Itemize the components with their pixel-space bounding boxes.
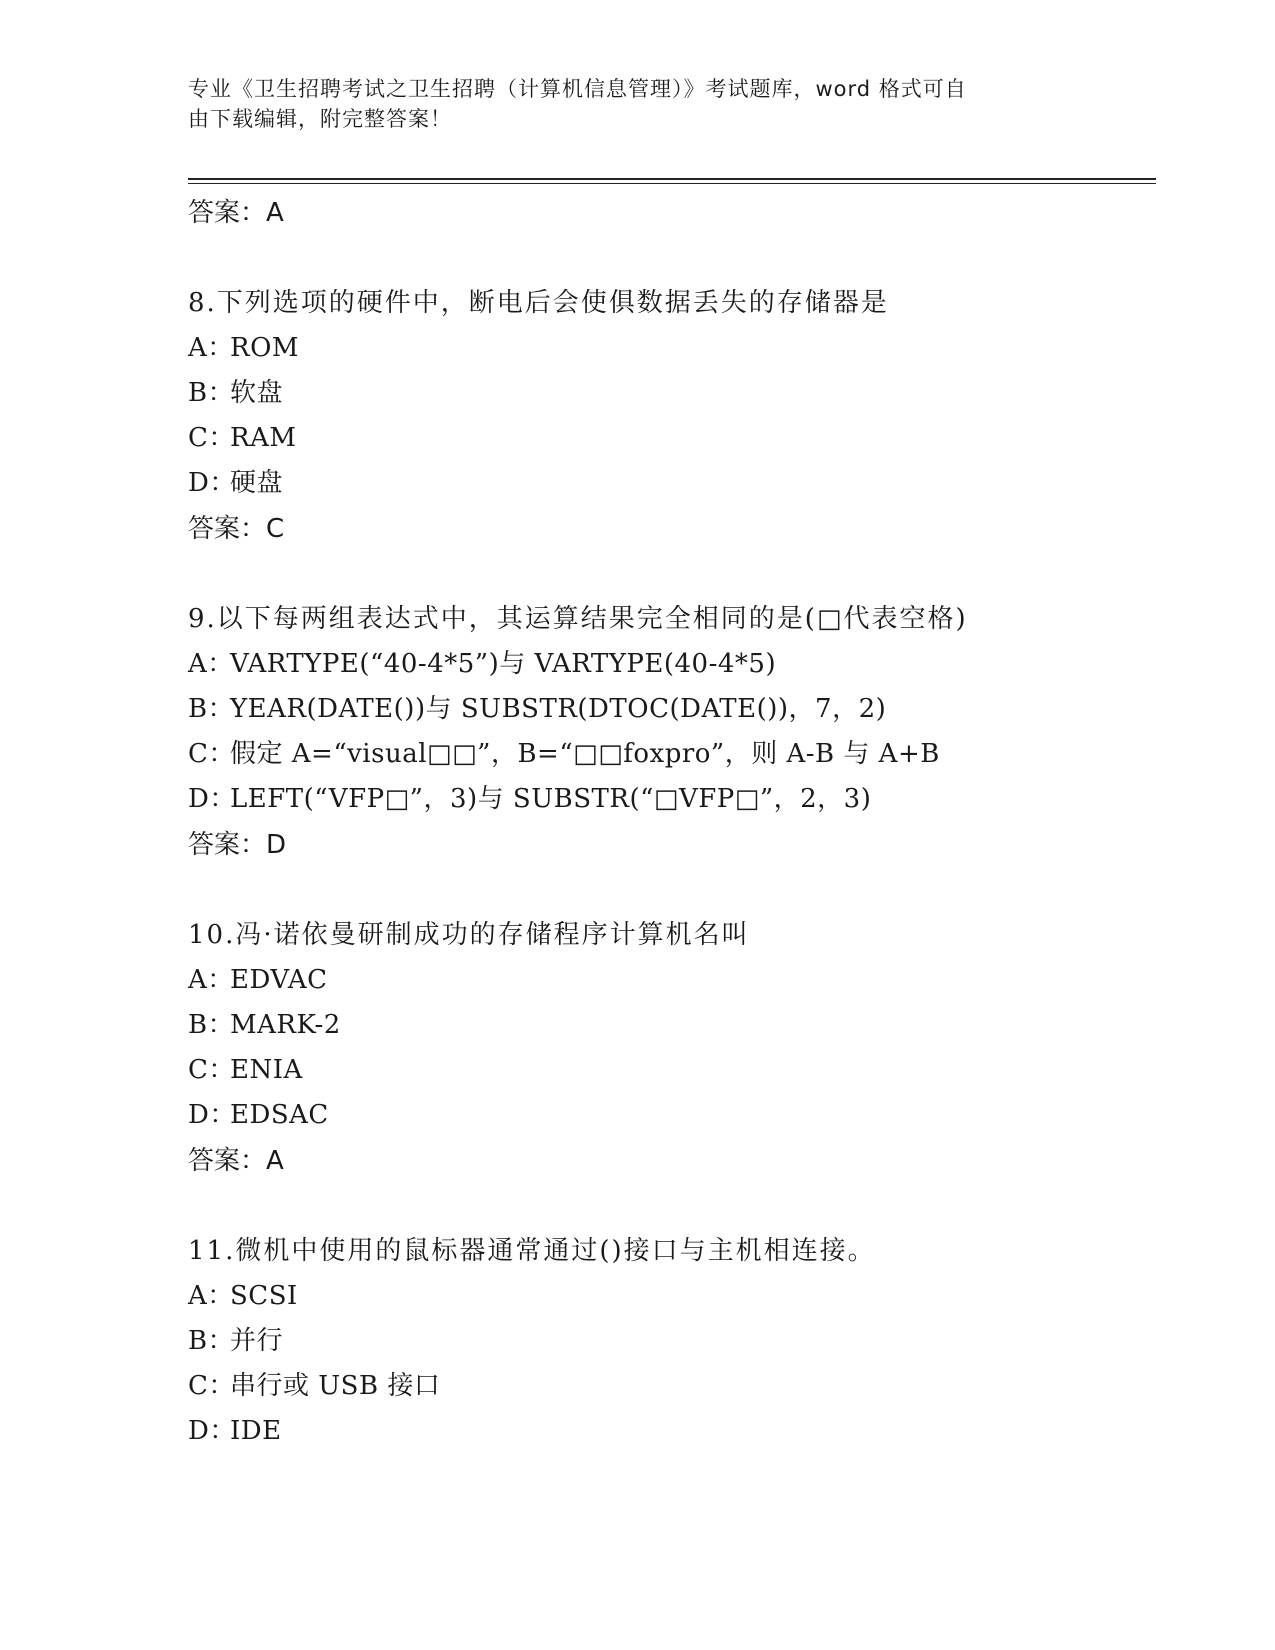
spacer <box>188 868 1156 912</box>
option-label: C： <box>188 739 235 769</box>
option-text: MARK-2 <box>230 1010 341 1040</box>
question-11-option-d <box>188 1409 1156 1454</box>
option-label: D： <box>188 468 236 498</box>
option-text: EDVAC <box>230 965 328 995</box>
question-10-text: 10.冯·诺依曼研制成功的存储程序计算机名叫 <box>188 920 750 950</box>
option-label: A： <box>188 965 234 995</box>
answer-line-q8 <box>188 506 1156 552</box>
option-text: IDE <box>230 1416 282 1446</box>
option-label: A： <box>188 649 234 679</box>
spacer <box>188 552 1156 596</box>
header-line-1: 专业《卫生招聘考试之卫生招聘（计算机信息管理）》考试题库，word 格式可自 <box>188 77 967 101</box>
option-label: C： <box>188 423 235 453</box>
question-10-option-d <box>188 1093 1156 1138</box>
question-8-option-c <box>188 416 1156 461</box>
question-9-text: 9.以下每两组表达式中，其运算结果完全相同的是(□代表空格) <box>188 604 968 634</box>
question-11-text: 11.微机中使用的鼠标器通常通过()接口与主机相连接。 <box>188 1236 876 1266</box>
option-label: C： <box>188 1055 235 1085</box>
option-text: 软盘 <box>230 378 284 408</box>
answer-line-q10 <box>188 1138 1156 1184</box>
option-label: A： <box>188 333 234 363</box>
question-8-option-d <box>188 461 1156 506</box>
option-label: D： <box>188 1100 236 1130</box>
header-divider-thick <box>188 178 1156 180</box>
answer-prefix: 答案： <box>188 830 267 860</box>
option-label: D： <box>188 1416 236 1446</box>
answer-value: D <box>266 830 287 860</box>
question-10-option-a <box>188 958 1156 1003</box>
answer-line-q7 <box>188 190 1156 236</box>
spacer <box>188 236 1156 280</box>
answer-prefix: 答案： <box>188 198 267 228</box>
option-label: B： <box>188 1326 235 1356</box>
question-10-option-c <box>188 1048 1156 1093</box>
option-label: A： <box>188 1281 234 1311</box>
option-label: D： <box>188 784 236 814</box>
option-text: YEAR(DATE())与 SUBSTR(DTOC(DATE())，7，2) <box>230 694 887 724</box>
question-9-option-c <box>188 732 1156 777</box>
question-8-option-a <box>188 326 1156 371</box>
option-label: B： <box>188 378 235 408</box>
question-10-option-b <box>188 1003 1156 1048</box>
answer-line-q9 <box>188 822 1156 868</box>
question-8-text: 8.下列选项的硬件中，断电后会使俱数据丢失的存储器是 <box>188 288 889 318</box>
answer-value: A <box>266 198 284 228</box>
question-9-option-d <box>188 777 1156 822</box>
option-label: B： <box>188 694 235 724</box>
option-text: VARTYPE(“40-4*5”)与 VARTYPE(40-4*5) <box>230 649 777 679</box>
option-text: RAM <box>230 423 297 453</box>
option-text: ENIA <box>230 1055 303 1085</box>
option-label: B： <box>188 1010 235 1040</box>
header-line-2: 由下载编辑，附完整答案！ <box>188 107 452 131</box>
option-text: EDSAC <box>230 1100 329 1130</box>
option-label: C： <box>188 1371 235 1401</box>
header-divider-thin <box>188 183 1156 184</box>
question-11-option-b <box>188 1319 1156 1364</box>
question-8-option-b <box>188 371 1156 416</box>
answer-value: A <box>266 1146 284 1176</box>
document-header <box>188 74 1088 134</box>
option-text: SCSI <box>230 1281 298 1311</box>
answer-prefix: 答案： <box>188 1146 267 1176</box>
option-text: ROM <box>230 333 300 363</box>
question-list <box>188 190 1156 1454</box>
answer-value: C <box>266 514 285 544</box>
answer-prefix: 答案： <box>188 514 267 544</box>
question-11-option-c <box>188 1364 1156 1409</box>
question-11-option-a <box>188 1274 1156 1319</box>
option-text: 硬盘 <box>230 468 284 498</box>
option-text: 并行 <box>230 1326 284 1356</box>
question-9-option-a <box>188 642 1156 687</box>
question-9-option-b <box>188 687 1156 732</box>
option-text: LEFT(“VFP□”，3)与 SUBSTR(“□VFP□”，2，3) <box>230 784 872 814</box>
spacer <box>188 1184 1156 1228</box>
option-text: 假定 A=“visual□□”，B=“□□foxpro”，则 A-B 与 A+B <box>230 739 940 769</box>
option-text: 串行或 USB 接口 <box>230 1371 441 1401</box>
